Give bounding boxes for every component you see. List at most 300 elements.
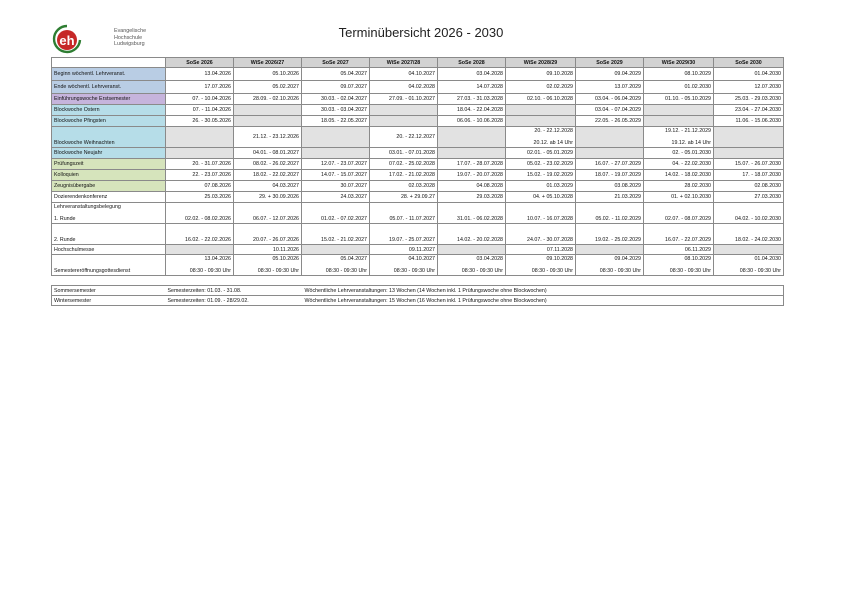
date-text: 13.07.2029 xyxy=(614,84,641,90)
date-cell xyxy=(576,116,644,127)
date-text: 04.01. - 08.01.2027 xyxy=(253,150,299,156)
date-cell xyxy=(166,245,234,255)
table-row xyxy=(52,159,784,170)
date-cell xyxy=(438,181,506,192)
date-text: 09.07.2027 xyxy=(340,84,367,90)
date-cell xyxy=(576,255,644,276)
date-cell xyxy=(644,148,714,159)
date-text: 02.07. - 08.07.2029 xyxy=(665,216,711,222)
date-text: 04.08.2028 xyxy=(476,183,503,189)
date-text: 26. - 30.05.2026 xyxy=(192,118,231,124)
logo-mark: eh xyxy=(59,33,75,48)
date-cell xyxy=(234,224,302,245)
date-text: 01.02. - 07.02.2027 xyxy=(321,216,367,222)
date-cell xyxy=(714,203,784,224)
date-text: 19.07. - 25.07.2027 xyxy=(389,237,435,243)
date-cell xyxy=(302,127,370,148)
date-text: 08:30 - 09:30 Uhr xyxy=(257,268,299,274)
row-label-text: Blockwoche Ostern xyxy=(54,107,100,113)
date-cell xyxy=(506,224,576,245)
date-cell xyxy=(166,68,234,81)
date-text: 19.12. ab 14 Uhr xyxy=(671,140,711,146)
date-cell xyxy=(302,105,370,116)
date-cell xyxy=(576,181,644,192)
date-text: 07. - 10.04.2026 xyxy=(192,96,231,102)
column-header: SoSe 2026 xyxy=(166,58,234,68)
date-text: 20. - 22.12.2027 xyxy=(396,134,435,140)
date-text: 20. - 22.12.2028 xyxy=(534,128,573,134)
semester-weeks: Wöchentliche Lehrveranstaltungen: 13 Wochen (14 Wochen inkl. 1 Prüfungswoche ohne Blockwochen) xyxy=(303,286,784,296)
date-cell xyxy=(166,192,234,203)
date-cell xyxy=(302,81,370,94)
date-cell xyxy=(644,203,714,224)
date-text: 05.07. - 11.07.2027 xyxy=(389,216,435,222)
table-row xyxy=(52,116,784,127)
table-row xyxy=(52,192,784,203)
date-cell xyxy=(166,94,234,105)
date-text: 05.04.2027 xyxy=(340,256,367,262)
date-cell xyxy=(644,127,714,148)
date-text: 03.01. - 07.01.2028 xyxy=(389,150,435,156)
date-cell xyxy=(234,148,302,159)
date-cell xyxy=(714,81,784,94)
date-cell xyxy=(370,68,438,81)
date-cell xyxy=(438,245,506,255)
date-cell xyxy=(302,94,370,105)
row-label-text: Dozierendenkonferenz xyxy=(54,194,108,200)
column-header: WiSe 2028/29 xyxy=(506,58,576,68)
date-cell xyxy=(234,255,302,276)
date-cell xyxy=(714,159,784,170)
date-text: 08.10.2029 xyxy=(684,71,711,77)
date-cell xyxy=(506,170,576,181)
date-cell xyxy=(166,81,234,94)
date-cell xyxy=(438,116,506,127)
date-text: 05.10.2026 xyxy=(272,71,299,77)
date-cell xyxy=(370,94,438,105)
table-row xyxy=(52,224,784,245)
date-text: 04.10.2027 xyxy=(408,71,435,77)
row-label-text: Blockwoche Weihnachten xyxy=(54,140,115,146)
date-text: 03.08.2029 xyxy=(614,183,641,189)
date-text: 27.09. - 01.10.2027 xyxy=(389,96,435,102)
date-text: 06.11.2029 xyxy=(684,246,711,253)
date-cell xyxy=(714,148,784,159)
table-row xyxy=(52,296,784,306)
date-text: 05.02. - 11.02.2029 xyxy=(595,216,641,222)
date-text: 04.02.2028 xyxy=(408,84,435,90)
row-label-text: Blockwoche Pfingsten xyxy=(54,118,106,124)
row-label-text: Kolloquien xyxy=(54,172,79,178)
date-text: 14.02. - 18.02.2030 xyxy=(665,172,711,178)
date-cell xyxy=(370,245,438,255)
date-cell xyxy=(234,170,302,181)
date-text: 18.07. - 19.07.2029 xyxy=(595,172,641,178)
date-cell xyxy=(438,192,506,203)
row-label-text: Prüfungszeit xyxy=(54,161,84,167)
date-cell xyxy=(714,127,784,148)
date-text: 08:30 - 09:30 Uhr xyxy=(531,268,573,274)
column-header: SoSe 2029 xyxy=(576,58,644,68)
row-label xyxy=(52,224,166,245)
date-text: 05.02.2027 xyxy=(272,84,299,90)
date-text: 03.04. - 07.04.2029 xyxy=(595,107,641,113)
date-cell xyxy=(644,245,714,255)
date-cell xyxy=(166,105,234,116)
date-text: 08:30 - 09:30 Uhr xyxy=(393,268,435,274)
date-text: 02.02. - 08.02.2026 xyxy=(185,216,231,222)
date-cell xyxy=(370,224,438,245)
date-text: 07.11.2028 xyxy=(546,246,573,253)
table-row xyxy=(52,105,784,116)
row-label-text: Zeugnisübergabe xyxy=(54,183,96,189)
date-text: 09.11.2027 xyxy=(408,246,435,253)
column-header: SoSe 2028 xyxy=(438,58,506,68)
column-header: WiSe 2029/30 xyxy=(644,58,714,68)
table-row xyxy=(52,286,784,296)
date-cell xyxy=(166,159,234,170)
table-row xyxy=(52,127,784,148)
semester-weeks: Wöchentliche Lehrveranstaltungen: 15 Wochen (16 Wochen inkl. 1 Prüfungswoche ohne Blockwochen) xyxy=(303,296,784,306)
date-cell xyxy=(438,68,506,81)
date-text: 02. - 05.01.2030 xyxy=(672,150,711,156)
row-label xyxy=(52,127,166,148)
row-label xyxy=(52,245,166,255)
date-cell xyxy=(234,181,302,192)
date-cell xyxy=(576,224,644,245)
date-text: 20. - 31.07.2026 xyxy=(192,161,231,167)
date-cell xyxy=(576,170,644,181)
date-text: 19.12. - 21.12.2029 xyxy=(665,128,711,134)
date-cell xyxy=(166,116,234,127)
date-text: 02.03.2028 xyxy=(408,183,435,189)
date-cell xyxy=(506,148,576,159)
row-label xyxy=(52,68,166,81)
date-text: 27.03.2030 xyxy=(754,194,781,200)
date-cell xyxy=(714,255,784,276)
date-text: 23.04. - 27.04.2030 xyxy=(735,107,781,113)
date-cell xyxy=(714,68,784,81)
date-cell xyxy=(370,170,438,181)
date-text: 14.02. - 20.02.2028 xyxy=(457,237,503,243)
date-cell xyxy=(166,224,234,245)
row-label-text: Blockwoche Neujahr xyxy=(54,150,103,156)
date-cell xyxy=(234,81,302,94)
date-text: 09.10.2028 xyxy=(546,256,573,262)
date-cell xyxy=(576,192,644,203)
date-cell xyxy=(234,203,302,224)
row-label-text: Semestereröffnungsgottesdienst xyxy=(54,268,131,274)
date-text: 05.04.2027 xyxy=(340,71,367,77)
date-cell xyxy=(714,94,784,105)
date-text: 29. + 30.09.2026 xyxy=(259,194,299,200)
date-cell xyxy=(302,224,370,245)
date-text: 05.10.2026 xyxy=(272,256,299,262)
date-cell xyxy=(370,192,438,203)
date-cell xyxy=(370,105,438,116)
date-text: 18.05. - 22.05.2027 xyxy=(321,118,367,124)
column-header: WiSe 2026/27 xyxy=(234,58,302,68)
date-cell xyxy=(302,181,370,192)
date-cell xyxy=(714,170,784,181)
date-cell xyxy=(302,148,370,159)
date-cell xyxy=(506,116,576,127)
date-text: 30.03. - 02.04.2027 xyxy=(321,96,367,102)
date-cell xyxy=(506,245,576,255)
date-cell xyxy=(644,181,714,192)
date-text: 10.07. - 16.07.2028 xyxy=(527,216,573,222)
date-text: 11.06. - 15.06.2030 xyxy=(735,118,781,124)
date-text: 01. + 02.10.2030 xyxy=(671,194,711,200)
date-text: 01.10. - 05.10.2029 xyxy=(665,96,711,102)
date-cell xyxy=(576,81,644,94)
date-cell xyxy=(438,224,506,245)
date-cell xyxy=(370,148,438,159)
date-text: 22.05. - 26.05.2029 xyxy=(595,118,641,124)
row-label-text: Einführungswoche Erstsemester xyxy=(54,96,131,102)
table-row xyxy=(52,68,784,81)
date-cell xyxy=(506,105,576,116)
date-cell xyxy=(438,159,506,170)
table-row xyxy=(52,170,784,181)
row-label xyxy=(52,116,166,127)
date-text: 29.03.2028 xyxy=(476,194,503,200)
semester-name: Wintersemester xyxy=(52,296,166,306)
row-label xyxy=(52,94,166,105)
date-cell xyxy=(234,94,302,105)
date-cell xyxy=(370,127,438,148)
date-text: 14.07.2028 xyxy=(476,84,503,90)
row-label-text: Beginn wöchentl. Lehrveranst. xyxy=(54,71,126,77)
column-header: SoSe 2027 xyxy=(302,58,370,68)
date-text: 10.11.2026 xyxy=(272,246,299,253)
date-cell xyxy=(714,181,784,192)
date-text: 08:30 - 09:30 Uhr xyxy=(189,268,231,274)
date-text: 09.04.2029 xyxy=(614,256,641,262)
date-text: 17.07. - 28.07.2028 xyxy=(457,161,503,167)
date-cell xyxy=(302,159,370,170)
date-cell xyxy=(438,105,506,116)
date-cell xyxy=(438,94,506,105)
date-cell xyxy=(234,159,302,170)
date-cell xyxy=(506,68,576,81)
date-cell xyxy=(234,245,302,255)
date-cell xyxy=(438,81,506,94)
date-cell xyxy=(166,127,234,148)
date-cell xyxy=(370,255,438,276)
date-text: 15.02. - 21.02.2027 xyxy=(321,237,367,243)
date-cell xyxy=(644,94,714,105)
date-cell xyxy=(234,68,302,81)
date-text: 21.03.2029 xyxy=(614,194,641,200)
table-row xyxy=(52,94,784,105)
row-label-text: Hochschulmesse xyxy=(54,246,95,253)
date-cell xyxy=(438,148,506,159)
date-text: 24.07. - 30.07.2028 xyxy=(527,237,573,243)
date-text: 03.04.2028 xyxy=(476,256,503,262)
date-cell xyxy=(438,170,506,181)
date-text: 30.03. - 03.04.2027 xyxy=(321,107,367,113)
date-text: 09.04.2029 xyxy=(614,71,641,77)
date-cell xyxy=(644,255,714,276)
date-text: 08.10.2029 xyxy=(684,256,711,262)
date-cell xyxy=(506,181,576,192)
date-text: 02.02.2029 xyxy=(546,84,573,90)
date-text: 27.03. - 31.03.2028 xyxy=(457,96,503,102)
date-text: 22. - 23.07.2026 xyxy=(192,172,231,178)
date-text: 28.02.2030 xyxy=(684,183,711,189)
date-text: 05.02. - 23.02.2029 xyxy=(527,161,573,167)
date-cell xyxy=(370,159,438,170)
date-text: 07.02. - 25.02.2028 xyxy=(389,161,435,167)
row-label xyxy=(52,255,166,276)
date-text: 28.09. - 02.10.2026 xyxy=(253,96,299,102)
date-cell xyxy=(438,255,506,276)
column-header: WiSe 2027/28 xyxy=(370,58,438,68)
row-label xyxy=(52,203,166,224)
date-cell xyxy=(302,245,370,255)
date-cell xyxy=(302,192,370,203)
date-cell xyxy=(302,203,370,224)
date-text: 08:30 - 09:30 Uhr xyxy=(461,268,503,274)
row-label xyxy=(52,105,166,116)
date-cell xyxy=(506,127,576,148)
date-text: 03.04. - 06.04.2029 xyxy=(595,96,641,102)
table-row xyxy=(52,81,784,94)
date-text: 15.07. - 26.07.2030 xyxy=(735,161,781,167)
date-text: 20.07. - 26.07.2026 xyxy=(253,237,299,243)
date-cell xyxy=(576,159,644,170)
date-text: 15.02. - 19.02.2029 xyxy=(527,172,573,178)
date-text: 31.01. - 06.02.2028 xyxy=(457,216,503,222)
row-label xyxy=(52,170,166,181)
date-text: 08:30 - 09:30 Uhr xyxy=(669,268,711,274)
column-header xyxy=(52,58,166,68)
date-cell xyxy=(714,245,784,255)
date-cell xyxy=(370,203,438,224)
date-cell xyxy=(576,105,644,116)
date-cell xyxy=(234,192,302,203)
date-text: 04. - 22.02.2030 xyxy=(672,161,711,167)
date-cell xyxy=(644,224,714,245)
date-cell xyxy=(644,192,714,203)
date-cell xyxy=(166,203,234,224)
date-text: 01.02.2030 xyxy=(684,84,711,90)
date-text: 08:30 - 09:30 Uhr xyxy=(325,268,367,274)
date-cell xyxy=(370,81,438,94)
date-cell xyxy=(644,68,714,81)
date-cell xyxy=(370,116,438,127)
date-cell xyxy=(166,255,234,276)
row-label xyxy=(52,148,166,159)
date-text: 13.04.2026 xyxy=(204,71,231,77)
date-text: 06.07. - 12.07.2026 xyxy=(253,216,299,222)
date-cell xyxy=(438,203,506,224)
date-text: 08:30 - 09:30 Uhr xyxy=(739,268,781,274)
date-text: 20.12. ab 14 Uhr xyxy=(533,140,573,146)
row-label-subtext: 1. Runde xyxy=(54,216,76,222)
date-text: 19.07. - 20.07.2028 xyxy=(457,172,503,178)
date-cell xyxy=(506,255,576,276)
date-cell xyxy=(576,203,644,224)
date-cell xyxy=(644,116,714,127)
date-text: 19.02. - 25.02.2029 xyxy=(595,237,641,243)
date-text: 08.02. - 26.02.2027 xyxy=(253,161,299,167)
date-text: 02.10. - 06.10.2028 xyxy=(527,96,573,102)
date-text: 25.03. - 29.03.2030 xyxy=(735,96,781,102)
column-header: SoSe 2030 xyxy=(714,58,784,68)
date-text: 01.04.2030 xyxy=(754,71,781,77)
date-cell xyxy=(644,105,714,116)
row-label-text: Ende wöchentl. Lehrveranst. xyxy=(54,84,122,90)
date-cell xyxy=(234,127,302,148)
date-cell xyxy=(234,105,302,116)
table-row xyxy=(52,245,784,255)
header-row xyxy=(52,58,784,68)
date-text: 16.02. - 22.02.2026 xyxy=(185,237,231,243)
date-text: 04.02. - 10.02.2030 xyxy=(735,216,781,222)
date-text: 18.02. - 22.02.2027 xyxy=(253,172,299,178)
date-cell xyxy=(714,105,784,116)
date-cell xyxy=(576,68,644,81)
date-cell xyxy=(644,170,714,181)
page-title: Terminübersicht 2026 - 2030 xyxy=(338,25,504,40)
date-text: 09.10.2028 xyxy=(546,71,573,77)
date-text: 02.08.2030 xyxy=(754,183,781,189)
row-label xyxy=(52,181,166,192)
date-cell xyxy=(302,255,370,276)
row-label xyxy=(52,159,166,170)
semester-info-table xyxy=(51,285,784,306)
semester-name: Sommersemester xyxy=(52,286,166,296)
date-cell xyxy=(714,224,784,245)
date-text: 06.06. - 10.06.2028 xyxy=(457,118,503,124)
date-cell xyxy=(506,192,576,203)
date-text: 01.04.2030 xyxy=(754,256,781,262)
date-cell xyxy=(506,94,576,105)
date-text: 24.03.2027 xyxy=(340,194,367,200)
date-cell xyxy=(576,245,644,255)
date-text: 12.07. - 23.07.2027 xyxy=(321,161,367,167)
date-cell xyxy=(302,68,370,81)
date-cell xyxy=(370,181,438,192)
date-cell xyxy=(714,192,784,203)
date-cell xyxy=(576,148,644,159)
schedule-table xyxy=(51,57,784,276)
date-cell xyxy=(166,181,234,192)
date-text: 17.02. - 21.02.2028 xyxy=(389,172,435,178)
date-text: 07.08.2026 xyxy=(204,183,231,189)
date-cell xyxy=(714,116,784,127)
date-text: 17. - 18.07.2030 xyxy=(742,172,781,178)
date-text: 21.12. - 23.12.2026 xyxy=(253,134,299,140)
date-text: 25.03.2026 xyxy=(204,194,231,200)
date-cell xyxy=(506,159,576,170)
date-cell xyxy=(506,203,576,224)
date-cell xyxy=(302,116,370,127)
date-text: 13.04.2026 xyxy=(204,256,231,262)
table-row xyxy=(52,148,784,159)
date-cell xyxy=(644,81,714,94)
date-text: 28. + 29.09.27 xyxy=(400,194,435,200)
semester-dates: Semesterzeiten: 01.03. - 31.08. xyxy=(166,286,303,296)
date-cell xyxy=(644,159,714,170)
date-text: 04.03.2027 xyxy=(272,183,299,189)
table-row xyxy=(52,181,784,192)
date-cell xyxy=(576,94,644,105)
date-cell xyxy=(234,116,302,127)
date-text: 04.10.2027 xyxy=(408,256,435,262)
